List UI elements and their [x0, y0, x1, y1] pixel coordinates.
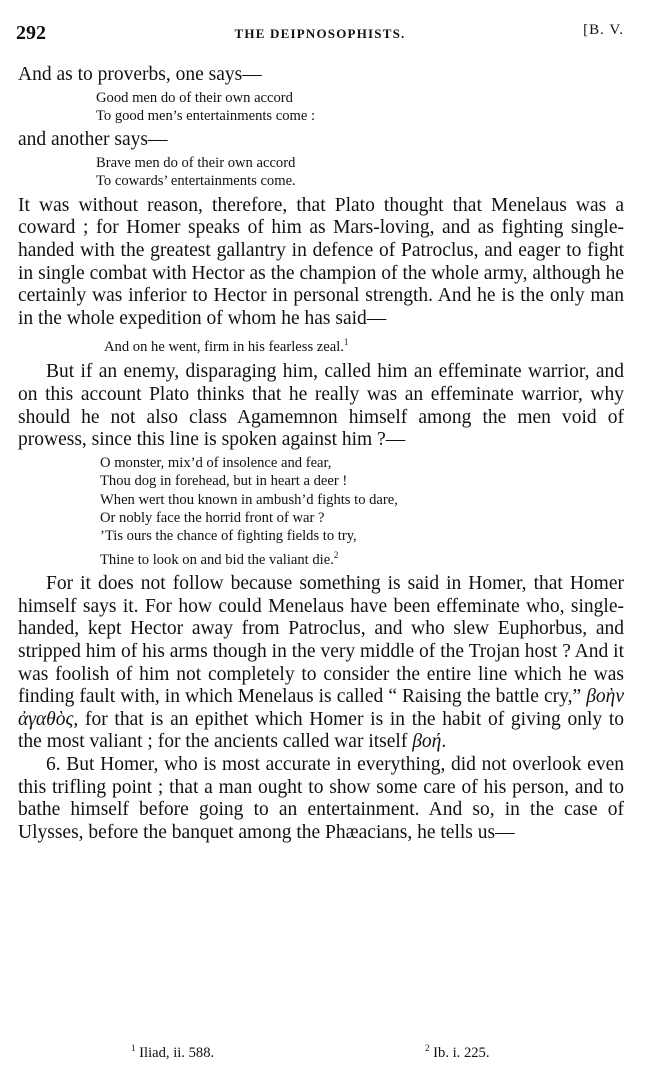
page-number: 292 [16, 22, 46, 44]
paragraph-plato-menelaus: It was without reason, therefore, that Plato thought that Menelaus was a coward ; for Homer speaks of him as Mars-loving, and as fighting single-handed with the greatest gallantry in defence of Patroclus, and eager to fight in single combat with Hector as the champion of the whole army, although he certainly was inferior to Hector in personal strength. And he is the only man in the whole expedition of whom he has said— [18, 194, 624, 329]
verse-quote-2 [96, 154, 624, 191]
paragraph-section-6: 6. But Homer, who is most accurate in everything, did not overlook even this trifling point ; that a man ought to show some care of his person, and to bathe himself before going to an entertainment. And so, in the case of Ulysses, before the banquet among the Phæacians, he tells us— [18, 753, 624, 843]
paragraph-text: , for that is an epithet which Homer is in the habit of giving only to the most valiant ; for the ancients called war itself [18, 708, 624, 753]
verse-line: Or nobly face the horrid front of war ? [100, 509, 325, 526]
footnote-ref: 2 [333, 549, 339, 560]
verse-quote-1 [96, 89, 624, 126]
footnote-mark: 1 [131, 1043, 136, 1053]
page-body [18, 64, 624, 844]
verse-text: Thine to look on and bid the valiant die. [100, 551, 334, 568]
verse-line: O monster, mix’d of insolence and fear, [100, 454, 332, 471]
page-header [16, 22, 624, 50]
verse-line: And on he went, firm in his fearless zeal. [104, 339, 344, 356]
paragraph-text: For it does not follow because something is said in Homer, that Homer himself says it. For how could Menelaus have been effeminate who, single-handed, kept Hector away from Patroclus, and who slew Euphorbus, and stripped him of his arms though in the very middle of the Trojan host ? And it was foolish of him not completely to consider the entire line which he was finding fault with, in which Menelaus is called “ Raising the battle cry,” [18, 573, 624, 708]
paragraph-enemy: But if an enemy, disparaging him, called him an effeminate warrior, and on this account Plato thinks that he really was an effeminate warrior, why should he not also class Agamemnon himself among the men void of prowess, since this line is spoken against him ?— [18, 361, 624, 451]
footnote-2 [425, 1043, 490, 1062]
greek-phrase: βοὴν ἀγαθὸς [18, 686, 625, 730]
paragraph-homer [18, 573, 624, 754]
footnote-text: Ib. i. 225. [433, 1045, 490, 1061]
footnote-ref: 1 [343, 337, 349, 348]
verse-line: When wert thou known in ambush’d fights to dare, [100, 491, 398, 508]
verse-quote-4 [100, 454, 624, 569]
paragraph-text: . [441, 731, 447, 753]
paragraph-another-says: and another says— [18, 129, 168, 151]
verse-line [100, 546, 624, 569]
footnote-1 [131, 1043, 214, 1062]
verse-line: To good men’s entertainments come : [96, 108, 316, 124]
paragraph-proverbs: And as to proverbs, one says— [18, 64, 262, 85]
section-marker: [B. V. [583, 22, 624, 38]
verse-line: Good men do of their own accord [96, 89, 293, 106]
footnote-mark: 2 [425, 1043, 430, 1053]
greek-word: βοή [412, 731, 442, 753]
verse-line: Thou dog in forehead, but in heart a deer ! [100, 473, 348, 490]
verse-line: Brave men do of their own accord [96, 155, 296, 171]
verse-line: To cowards’ entertainments come. [96, 173, 296, 190]
verse-quote-3 [104, 333, 624, 357]
footnote-text: Iliad, ii. 588. [139, 1045, 215, 1061]
verse-line: ’Tis ours the chance of fighting fields to try, [100, 528, 357, 545]
running-title: THE DEIPNOSOPHISTS. [234, 26, 406, 41]
